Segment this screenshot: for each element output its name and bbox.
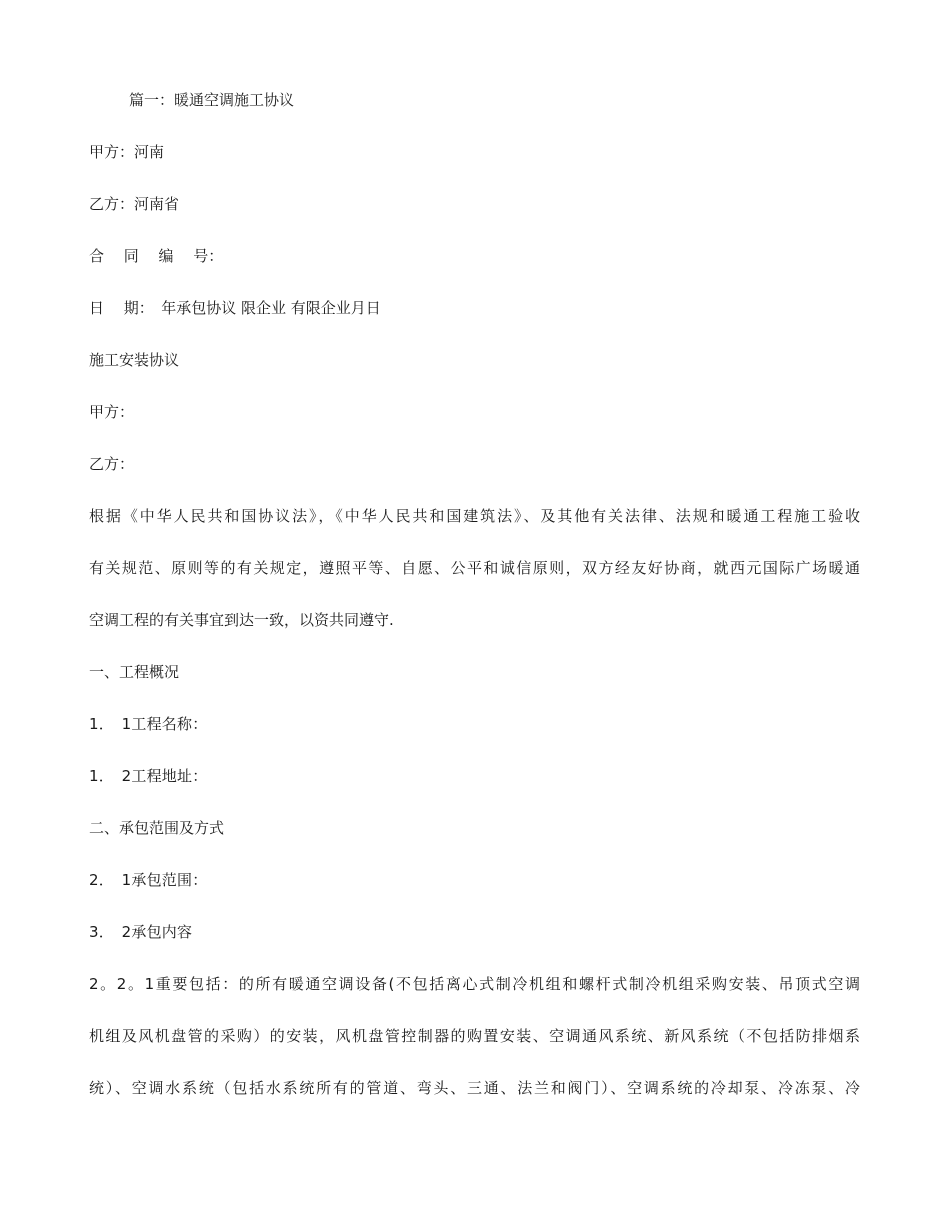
party-a-blank-line: 甲方： [89, 403, 135, 421]
list-item: 1． 2工程地址： [89, 767, 208, 785]
body-paragraph-line: 2。2。1重要包括：的所有暖通空调设备(不包括离心式制冷机组和螺杆式制冷机组采购安装、吊顶式空调 [89, 975, 860, 993]
date-line: 日 期： 年承包协议 限企业 有限企业月日 [89, 299, 381, 317]
party-b-blank-line: 乙方： [89, 455, 135, 473]
body-paragraph-line: 机组及风机盘管的采购）的安装，风机盘管控制器的购置安装、空调通风系统、新风系统（不包括防排烟系 [89, 1027, 860, 1045]
body-paragraph-line: 有关规范、原则等的有关规定，遵照平等、自愿、公平和诚信原则，双方经友好协商，就西元国际广场暖通 [89, 559, 860, 577]
list-item: 1． 1工程名称： [89, 715, 208, 733]
list-item: 3． 2承包内容 [89, 923, 193, 941]
agreement-heading: 施工安装协议 [89, 351, 180, 369]
section-heading-scope: 二、承包范围及方式 [89, 819, 225, 837]
body-paragraph-line: 根据《中华人民共和国协议法》，《中华人民共和国建筑法》、及其他有关法律、法规和暖通工程施工验收 [89, 507, 860, 525]
party-a-line: 甲方：河南 [89, 143, 165, 161]
list-item: 2． 1承包范围： [89, 871, 208, 889]
body-paragraph-line: 统）、空调水系统（包括水系统所有的管道、弯头、三通、法兰和阀门）、空调系统的冷却泵、冷冻泵、冷 [89, 1079, 860, 1097]
body-paragraph-line: 空调工程的有关事宜到达一致，以资共同遵守. [89, 611, 394, 629]
contract-number-line: 合 同 编 号： [89, 247, 224, 265]
party-b-line: 乙方：河南省 [89, 195, 180, 213]
section-heading-project-overview: 一、工程概况 [89, 663, 180, 681]
document-title: 篇一：暖通空调施工协议 [129, 91, 295, 109]
